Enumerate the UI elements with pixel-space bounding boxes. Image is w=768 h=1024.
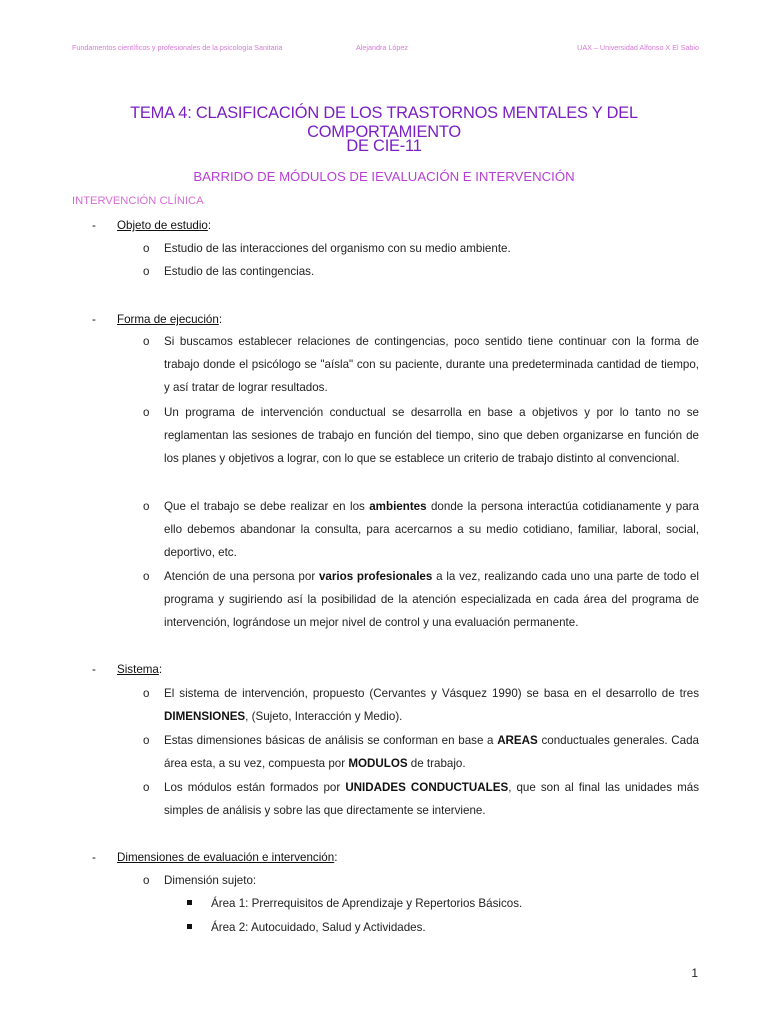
circle-bullet: o [143, 687, 150, 700]
page-number: 1 [691, 966, 698, 980]
heading-dimensiones [92, 851, 337, 864]
section-label: INTERVENCIÓN CLÍNICA [72, 195, 204, 207]
list-item [143, 776, 699, 822]
circle-bullet: o [143, 874, 150, 887]
heading-text: Objeto de estudio [117, 219, 208, 232]
heading-text: Sistema [117, 663, 159, 676]
bold-term: AREAS [497, 734, 538, 747]
list-item [143, 237, 699, 260]
heading-colon: : [158, 663, 163, 676]
header-course: Fundamentos científicos y profesionales de la psicología Sanitaria [72, 43, 283, 52]
circle-bullet: o [143, 570, 150, 583]
list-item-text: El sistema de intervención, propuesto (Cervantes y Vásquez 1990) se basa en el desarrollo de tres DIMENSIONES, (Sujeto, Interacción y Medio). [164, 687, 699, 724]
list-item [143, 682, 699, 728]
circle-bullet: o [143, 781, 150, 794]
heading-colon: : [207, 219, 212, 232]
circle-bullet: o [143, 265, 150, 278]
header-author: Alejandra López [356, 43, 408, 52]
circle-bullet: o [143, 734, 150, 747]
circle-bullet: o [143, 406, 150, 419]
list-item-text: Estudio de las contingencias. [164, 265, 315, 278]
circle-bullet: o [143, 500, 150, 513]
list-item-text: Dimensión sujeto: [164, 874, 257, 887]
list-item [143, 260, 699, 283]
list-item-text: Estudio de las interacciones del organismo con su medio ambiente. [164, 242, 511, 255]
bold-term: UNIDADES CONDUCTUALES [345, 781, 509, 794]
square-bullet-icon [187, 900, 192, 905]
list-item-text: Los módulos están formados por UNIDADES CONDUCTUALES, que son al final las unidades más simples de análisis y sobre las que directamente se interviene. [164, 781, 699, 818]
heading-forma-de-ejecucion [92, 313, 222, 326]
list-item-text: Atención de una persona por varios profesionales a la vez, realizando cada uno una parte de todo el programa y sugiriendo así la posibilidad de la atención especializada en cada área del programa de intervención, lográndose un mejor nivel de control y una evaluación permanente. [164, 570, 700, 630]
bold-term: DIMENSIONES [164, 710, 246, 724]
bold-term: MODULOS [348, 757, 408, 771]
dash-bullet: - [92, 219, 96, 232]
list-item [143, 869, 699, 892]
circle-bullet: o [143, 335, 150, 348]
document-title-line2: DE CIE-11 [346, 137, 422, 155]
list-item [143, 401, 699, 471]
circle-bullet: o [143, 242, 150, 255]
list-item [143, 330, 699, 400]
sub-list-item [187, 916, 426, 939]
heading-sistema [92, 663, 162, 676]
list-item-text: Que el trabajo se debe realizar en los ambientes donde la persona interactúa cotidianamente y para ello debemos abandonar la consulta, para acercarnos a su medio cotidiano, familiar, laboral, social, deportivo, etc. [164, 500, 699, 560]
heading-text: Forma de ejecución [117, 313, 219, 326]
heading-objeto-de-estudio [92, 219, 211, 232]
header-university: UAX – Universidad Alfonso X El Sabio [577, 43, 699, 52]
bold-term: ambientes [369, 500, 427, 513]
heading-colon: : [218, 313, 223, 326]
list-item [143, 565, 699, 635]
document-title-line1: TEMA 4: CLASIFICACIÓN DE LOS TRASTORNOS MENTALES Y DEL COMPORTAMIENTO [130, 104, 638, 141]
list-item-text: Un programa de intervención conductual se desarrolla en base a objetivos y por lo tanto no se reglamentan las sesiones de trabajo en función del tiempo, sino que deben organizarse en función de los planes y objetivos a lograr, con lo que se establece un criterio de trabajo distinto al convencional. [164, 406, 699, 466]
dash-bullet: - [92, 851, 96, 864]
sub-list-item-text: Área 1: Prerrequisitos de Aprendizaje y Repertorios Básicos. [211, 897, 523, 910]
document-subtitle: BARRIDO DE MÓDULOS DE IEVALUACIÓN E INTERVENCIÓN [193, 169, 575, 184]
list-item-text: Si buscamos establecer relaciones de contingencias, poco sentido tiene continuar con la forma de trabajo donde el psicólogo se "aísla" con su paciente, durante una predeterminada cantidad de tiempo, y así tratar de lograr resultados. [164, 335, 699, 395]
dash-bullet: - [92, 313, 96, 326]
list-item [143, 729, 699, 775]
square-bullet-icon [187, 924, 192, 929]
heading-text: Dimensiones de evaluación e intervención [117, 851, 335, 864]
sub-list-item-text: Área 2: Autocuidado, Salud y Actividades. [211, 921, 426, 934]
sub-list-item [187, 892, 522, 915]
dash-bullet: - [92, 663, 96, 676]
list-item-text: Estas dimensiones básicas de análisis se conforman en base a AREAS conductuales generales. Cada área esta, a su vez, compuesta por MODULOS de trabajo. [164, 734, 699, 771]
heading-colon: : [334, 851, 338, 864]
list-item [143, 495, 699, 565]
bold-term: varios profesionales [318, 570, 433, 583]
